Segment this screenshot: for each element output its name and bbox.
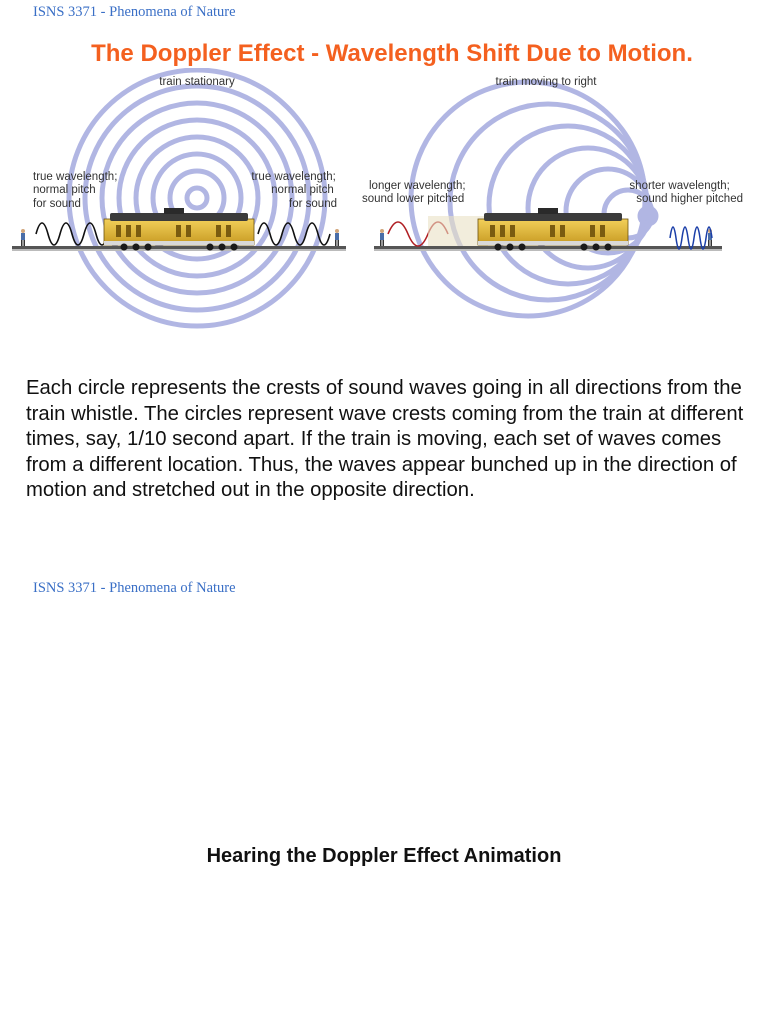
listener-right-1	[380, 229, 384, 246]
doppler-illustration	[0, 68, 768, 336]
caption-train-moving: train moving to right	[495, 76, 597, 88]
label-true-wavelength-right: true wavelength; normal pitch for sound	[251, 171, 337, 210]
listener-left-2	[335, 229, 339, 246]
animation-heading: Hearing the Doppler Effect Animation	[206, 845, 562, 867]
listener-left-1	[21, 229, 25, 246]
label-shorter-wavelength: shorter wavelength; sound higher pitched	[629, 180, 743, 205]
label-true-wavelength-left: true wavelength; normal pitch for sound	[33, 171, 118, 210]
train-moving	[478, 208, 628, 251]
page-title: The Doppler Effect - Wavelength Shift Due to Motion.	[91, 40, 693, 68]
course-link-top[interactable]: ISNS 3371 - Phenomena of Nature	[33, 4, 236, 20]
train-stationary	[104, 208, 254, 251]
track-left	[12, 246, 346, 251]
sound-wave-shorter	[670, 227, 712, 249]
explanation-paragraph: Each circle represents the crests of sound waves going in all directions from the train whistle. The circles represent wave crests coming from the train at different times, say, 1/10 second apart. If the train is moving, each set of waves comes from a different location. Thus, the waves appear bunched up in the direction of motion and stretched out in the opposite direction.	[26, 377, 744, 502]
stationary-wave-rings	[69, 70, 325, 326]
track-right	[374, 246, 722, 251]
course-link-bottom[interactable]: ISNS 3371 - Phenomena of Nature	[33, 580, 236, 596]
caption-train-stationary: train stationary	[159, 76, 235, 88]
label-longer-wavelength: longer wavelength; sound lower pitched	[362, 180, 466, 205]
